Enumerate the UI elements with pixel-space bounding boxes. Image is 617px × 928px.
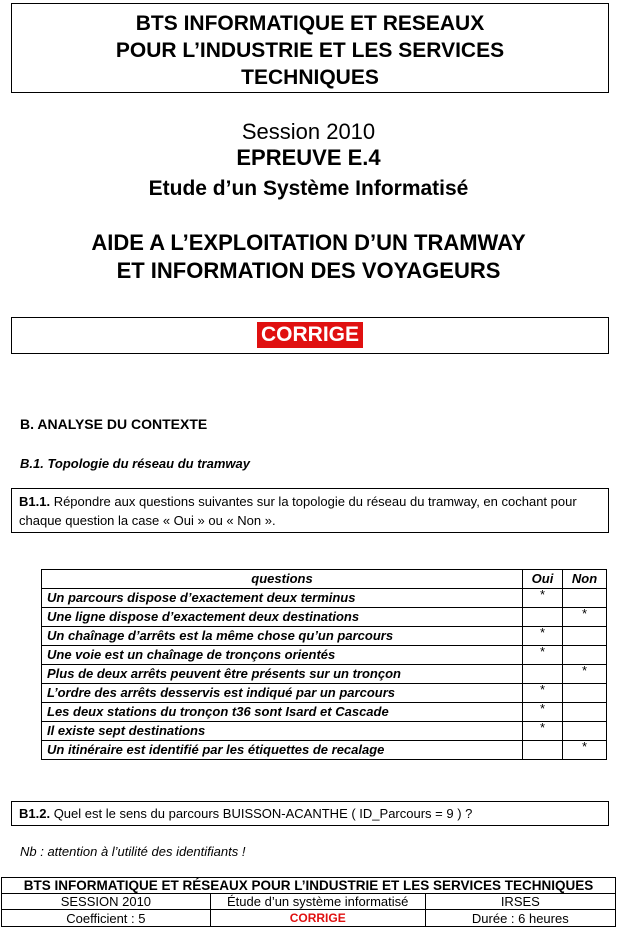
question-cell: Les deux stations du tronçon t36 sont Isard et Cascade	[42, 703, 523, 722]
footer-irses: IRSES	[425, 894, 615, 910]
subject-line-1: AIDE A L’EXPLOITATION D’UN TRAMWAY	[91, 230, 526, 255]
question-cell: L’ordre des arrêts desservis est indiqué par un parcours	[42, 684, 523, 703]
nb-note: Nb : attention à l’utilité des identifiants !	[20, 844, 246, 859]
table-row	[42, 665, 607, 684]
table-row	[42, 684, 607, 703]
footer-duree: Durée : 6 heures	[425, 910, 615, 927]
table-row	[42, 608, 607, 627]
header-questions: questions	[42, 570, 523, 589]
epreuve-title: EPREUVE E.4	[236, 145, 381, 170]
non-cell[interactable]	[563, 589, 607, 608]
footer-etude: Étude d’un système informatisé	[210, 894, 425, 910]
non-cell[interactable]: *	[563, 608, 607, 627]
footer-title: BTS INFORMATIQUE ET RÉSEAUX POUR L’INDUSTRIE ET LES SERVICES TECHNIQUES	[2, 878, 616, 894]
oui-cell[interactable]: *	[523, 703, 563, 722]
footer-corrige-label: CORRIGE	[289, 911, 346, 925]
etude-title: Etude d’un Système Informatisé	[148, 177, 469, 200]
table-row	[42, 741, 607, 760]
oui-cell[interactable]: *	[523, 684, 563, 703]
oui-cell[interactable]: *	[523, 722, 563, 741]
question-cell: Un parcours dispose d’exactement deux terminus	[42, 589, 523, 608]
table-row	[42, 589, 607, 608]
question-cell: Une ligne dispose d’exactement deux destinations	[42, 608, 523, 627]
header-non: Non	[563, 570, 607, 589]
table-row	[42, 722, 607, 741]
footer-table	[1, 877, 616, 927]
table-row	[42, 646, 607, 665]
oui-cell[interactable]: *	[523, 627, 563, 646]
header-line-1: BTS INFORMATIQUE ET RESEAUX	[135, 12, 485, 35]
question-cell: Un chaînage d’arrêts est la même chose qu’un parcours	[42, 627, 523, 646]
table-header-row	[42, 570, 607, 589]
corrige-label: CORRIGE	[257, 322, 363, 348]
questions-table	[41, 569, 607, 760]
subject-line-2: ET INFORMATION DES VOYAGEURS	[116, 258, 501, 283]
oui-cell[interactable]: *	[523, 589, 563, 608]
header-line-3: TECHNIQUES	[241, 66, 379, 89]
header-line-2: POUR L’INDUSTRIE ET LES SERVICES	[115, 39, 505, 62]
oui-cell[interactable]: *	[523, 646, 563, 665]
non-cell[interactable]: *	[563, 665, 607, 684]
session-label: Session 2010	[241, 119, 376, 144]
question-cell: Il existe sept destinations	[42, 722, 523, 741]
oui-cell[interactable]	[523, 665, 563, 684]
question-cell: Un itinéraire est identifié par les étiquettes de recalage	[42, 741, 523, 760]
footer-corrige	[210, 910, 425, 927]
table-row	[42, 703, 607, 722]
oui-cell[interactable]	[523, 608, 563, 627]
subject-title	[0, 229, 617, 285]
question-number: B1.1.	[19, 494, 51, 509]
question-cell: Plus de deux arrêts peuvent être présents sur un tronçon	[42, 665, 523, 684]
question-number: B1.2.	[19, 806, 51, 821]
section-heading: B. ANALYSE DU CONTEXTE	[20, 416, 208, 432]
non-cell[interactable]	[563, 627, 607, 646]
header-box	[11, 3, 609, 93]
oui-cell[interactable]	[523, 741, 563, 760]
footer-coefficient: Coefficient : 5	[2, 910, 211, 927]
question-text: Répondre aux questions suivantes sur la topologie du réseau du tramway, en cochant pour chaque question la case « Oui » ou « Non ».	[19, 494, 577, 528]
corrige-box	[11, 317, 609, 354]
non-cell[interactable]	[563, 684, 607, 703]
question-b12-box	[11, 801, 609, 826]
non-cell[interactable]	[563, 703, 607, 722]
non-cell[interactable]	[563, 722, 607, 741]
non-cell[interactable]: *	[563, 741, 607, 760]
question-cell: Une voie est un chaînage de tronçons orientés	[42, 646, 523, 665]
table-row	[42, 627, 607, 646]
non-cell[interactable]	[563, 646, 607, 665]
header-oui: Oui	[523, 570, 563, 589]
question-b11-box	[11, 488, 609, 533]
footer-session: SESSION 2010	[2, 894, 211, 910]
subsection-heading: B.1. Topologie du réseau du tramway	[20, 456, 250, 471]
question-text: Quel est le sens du parcours BUISSON-ACANTHE ( ID_Parcours = 9 ) ?	[50, 806, 473, 821]
